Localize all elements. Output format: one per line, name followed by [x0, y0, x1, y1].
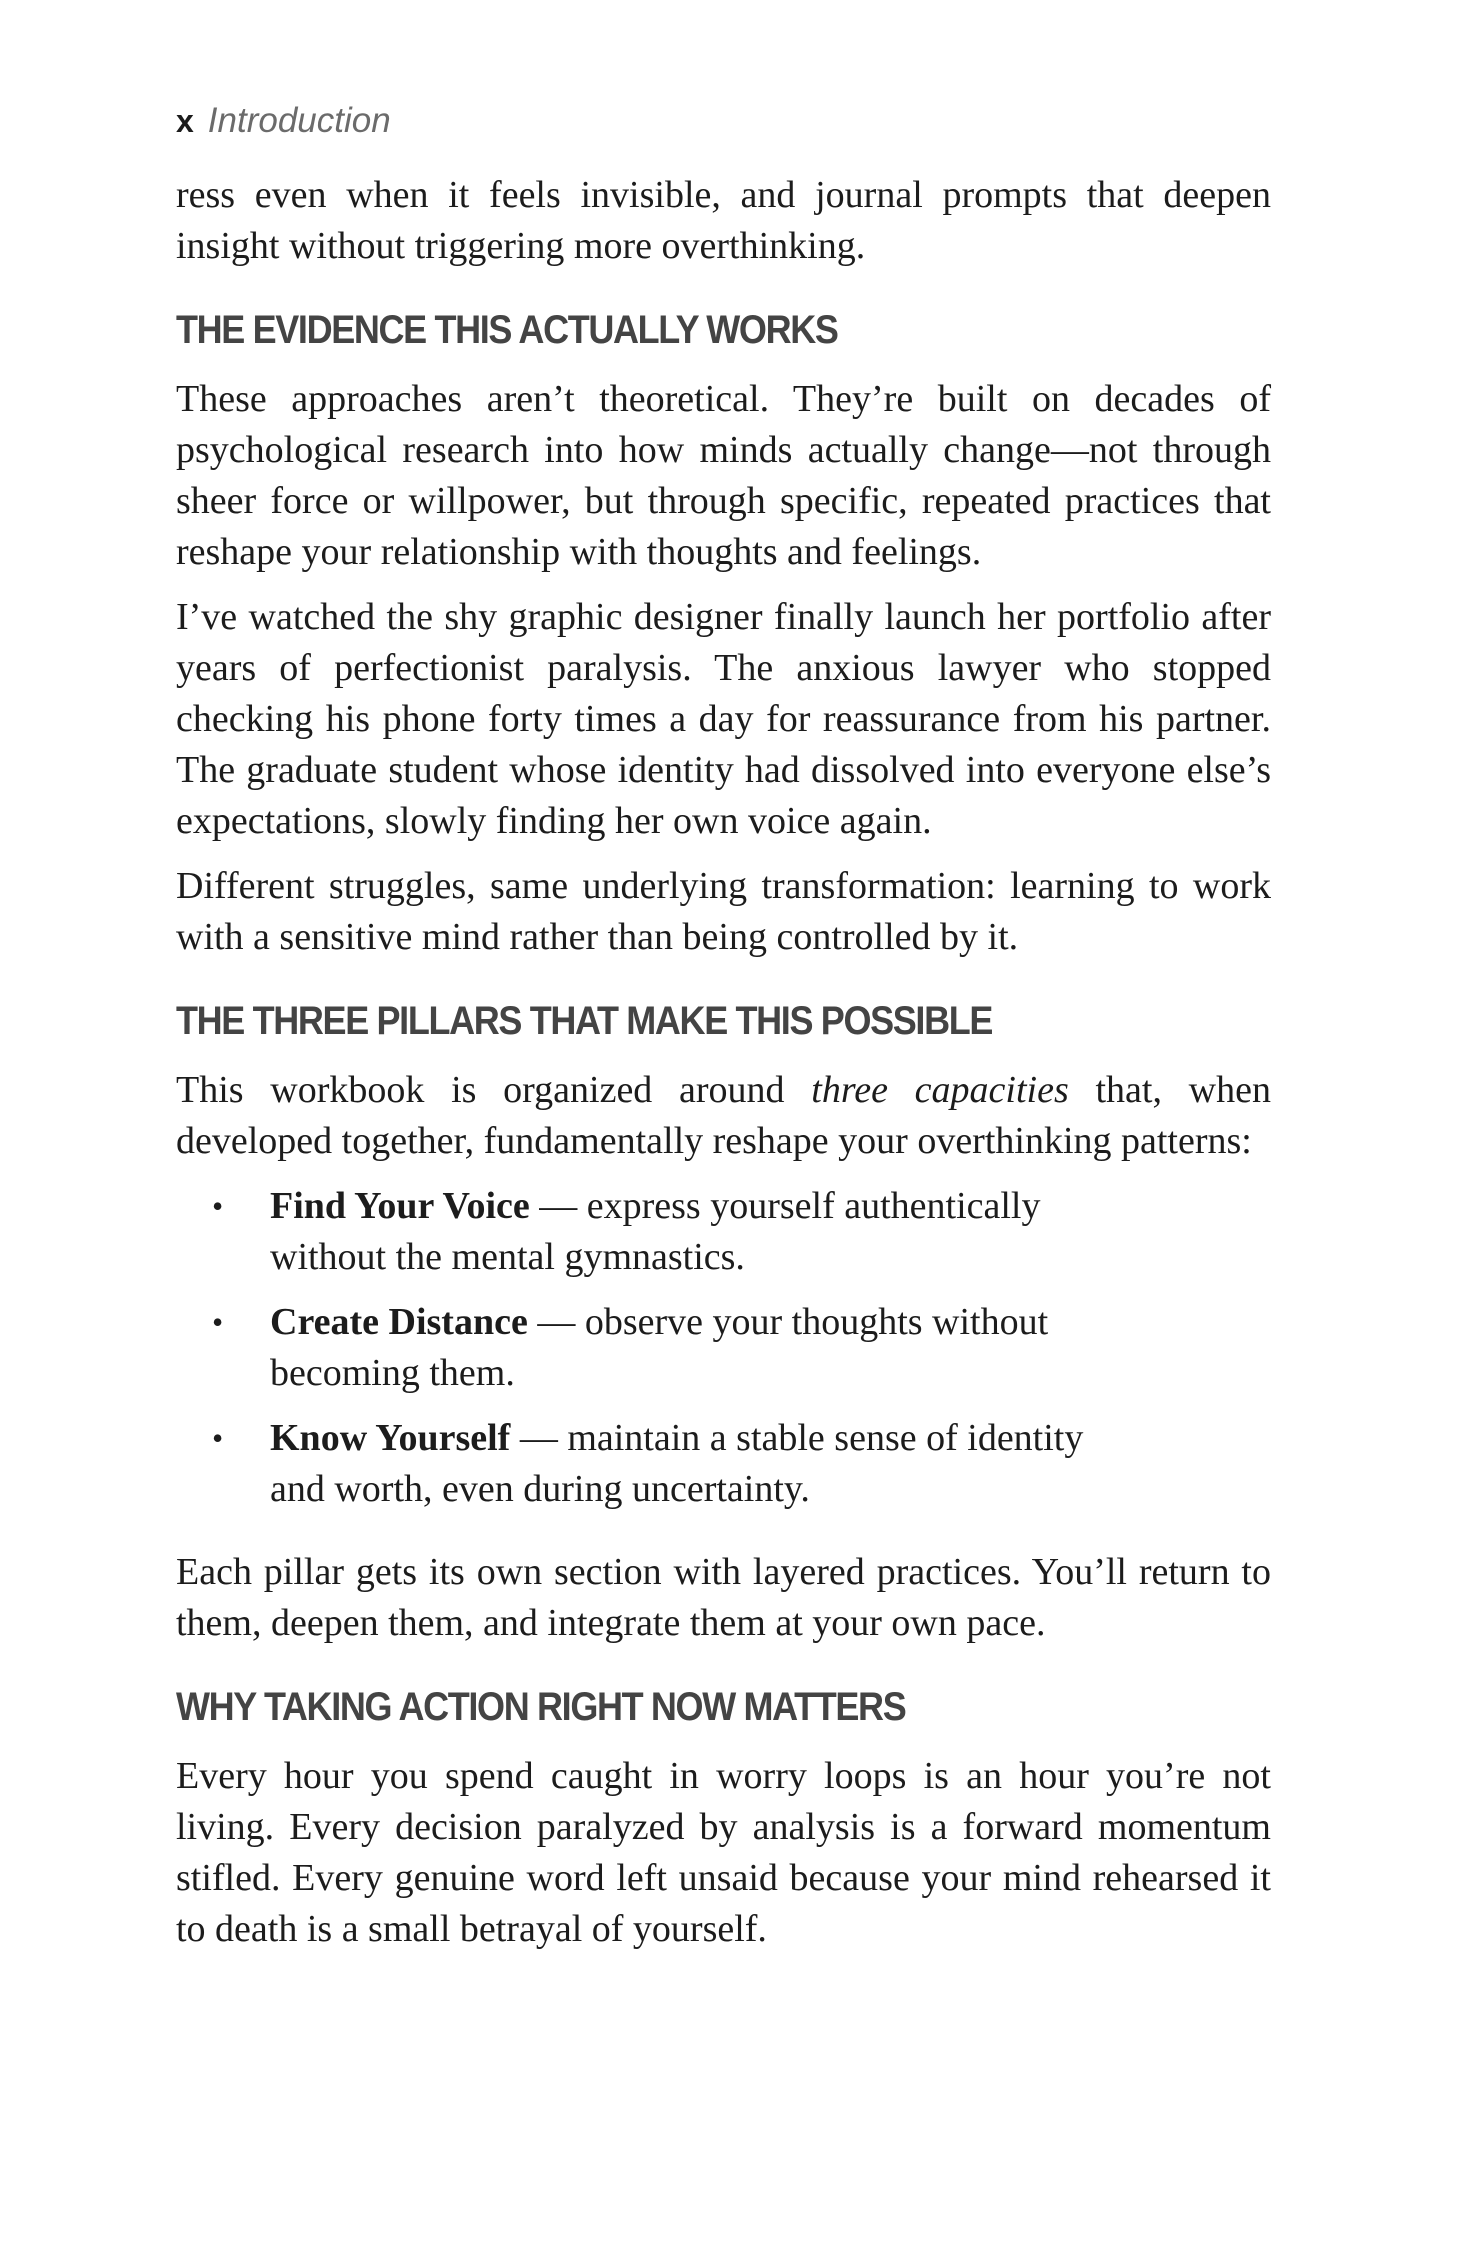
- running-header-section: Introduction: [207, 101, 391, 140]
- pillars-intro-text: This workbook is organized around: [176, 1069, 812, 1111]
- list-item: [176, 1181, 1140, 1283]
- intro-continuation-paragraph: ress even when it feels invisible, and journal prompts that deepen insight without triggering more overthinking.: [176, 174, 1271, 267]
- action-paragraph-1: Every hour you spend caught in worry loops is an hour you’re not living. Every decision paralyzed by analysis is a forward momentum stifled. Every genuine word left unsaid because your mind rehearsed it to death is a small betrayal of yourself.: [176, 1755, 1271, 1950]
- evidence-paragraph-2: I’ve watched the shy graphic designer finally launch her portfolio after years of perfectionist paralysis. The anxious lawyer who stopped checking his phone forty times a day for reassurance from his partner. The graduate student whose identity had dissolved into everyone else’s expectations, slowly finding her own voice again.: [176, 596, 1271, 842]
- pillars-intro-paragraph: [176, 1065, 1271, 1167]
- section-heading-action: WHY TAKING ACTION RIGHT NOW MATTERS: [176, 1685, 906, 1729]
- bullet-icon: •: [212, 1188, 224, 1224]
- section-heading-pillars: THE THREE PILLARS THAT MAKE THIS POSSIBLE: [176, 999, 993, 1043]
- pillar-name: Find Your Voice: [270, 1185, 530, 1227]
- bullet-icon: •: [212, 1304, 224, 1340]
- pillar-description: — express yourself authentically without the mental gymnastics.: [270, 1185, 1041, 1278]
- pillars-list: [176, 1181, 1271, 1515]
- bullet-icon: •: [212, 1420, 224, 1456]
- running-header: [176, 96, 1271, 146]
- list-item: [176, 1297, 1140, 1399]
- pillar-description: — maintain a stable sense of identity and worth, even during uncertainty.: [270, 1417, 1084, 1510]
- evidence-paragraph-3: Different struggles, same underlying transformation: learning to work with a sensitive mind rather than being controlled by it.: [176, 865, 1271, 958]
- pillars-closing-paragraph: Each pillar gets its own section with layered practices. You’ll return to them, deepen them, and integrate them at your own pace.: [176, 1551, 1271, 1644]
- pillar-name: Know Yourself: [270, 1417, 511, 1459]
- pillars-intro-emphasis: three capacities: [811, 1069, 1069, 1111]
- pillar-description: — observe your thoughts without becoming them.: [270, 1301, 1049, 1394]
- pillar-name: Create Distance: [270, 1301, 528, 1343]
- evidence-paragraph-1: These approaches aren’t theoretical. They’re built on decades of psychological research into how minds actually change—not through sheer force or willpower, but through specific, repeated practices that reshape your relationship with thoughts and feelings.: [176, 378, 1271, 573]
- pillars-intro-text-end: that, when developed together, fundamentally reshape your overthinking patterns:: [176, 1069, 1271, 1162]
- book-page: [176, 96, 1271, 1969]
- list-item: [176, 1413, 1140, 1515]
- page-number: x: [176, 103, 194, 139]
- section-heading-evidence: THE EVIDENCE THIS ACTUALLY WORKS: [176, 308, 838, 352]
